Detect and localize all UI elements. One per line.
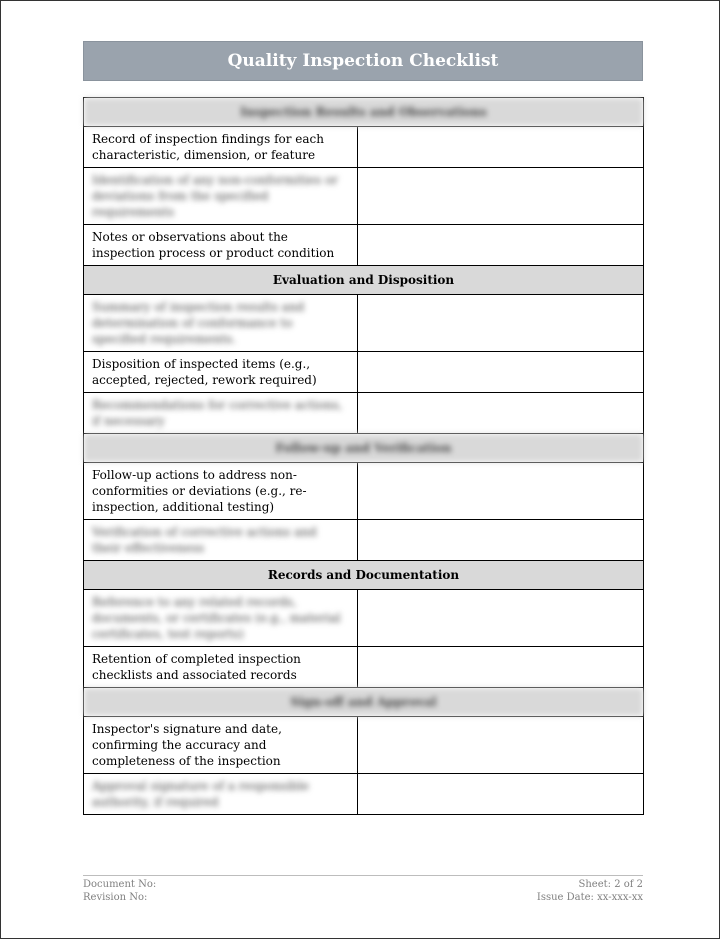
checklist-item-label: Record of inspection findings for each characteristic, dimension, or feature <box>84 127 358 168</box>
checklist-item-label: Recommendations for corrective actions, if necessary <box>84 393 358 434</box>
section-header: Evaluation and Disposition <box>84 266 644 295</box>
section-header: Records and Documentation <box>84 561 644 590</box>
checklist-row <box>84 295 644 352</box>
checklist-row <box>84 717 644 774</box>
checklist-row <box>84 647 644 688</box>
checklist-body <box>84 98 644 815</box>
checklist-item-label: Identification of any non-conformities or deviations from the specified requirements <box>84 168 358 225</box>
checklist-table <box>83 97 644 815</box>
section-header-row <box>84 434 644 463</box>
checklist-item-entry[interactable] <box>358 168 644 225</box>
section-header: Follow-up and Verification <box>84 434 644 463</box>
checklist-item-entry[interactable] <box>358 520 644 561</box>
checklist-item-entry[interactable] <box>358 127 644 168</box>
issue-date: Issue Date: xx-xxx-xx <box>536 892 643 903</box>
checklist-item-entry[interactable] <box>358 774 644 815</box>
document-number-label: Document No: <box>83 879 157 890</box>
page-footer <box>83 875 643 904</box>
checklist-item-label: Follow-up actions to address non-conformities or deviations (e.g., re-inspection, additional testing) <box>84 463 358 520</box>
page-title: Quality Inspection Checklist <box>83 41 643 81</box>
checklist-item-entry[interactable] <box>358 647 644 688</box>
checklist-item-entry[interactable] <box>358 393 644 434</box>
checklist-row <box>84 168 644 225</box>
checklist-item-entry[interactable] <box>358 352 644 393</box>
checklist-item-label: Disposition of inspected items (e.g., accepted, rejected, rework required) <box>84 352 358 393</box>
sheet-number: Sheet: 2 of 2 <box>578 879 643 890</box>
checklist-item-label: Notes or observations about the inspection process or product condition <box>84 225 358 266</box>
checklist-item-entry[interactable] <box>358 590 644 647</box>
checklist-item-entry[interactable] <box>358 717 644 774</box>
checklist-item-entry[interactable] <box>358 463 644 520</box>
section-header-row <box>84 561 644 590</box>
section-header-row <box>84 688 644 717</box>
checklist-row <box>84 352 644 393</box>
section-header-row <box>84 98 644 127</box>
checklist-item-entry[interactable] <box>358 225 644 266</box>
checklist-item-entry[interactable] <box>358 295 644 352</box>
checklist-row <box>84 520 644 561</box>
checklist-item-label: Verification of corrective actions and their effectiveness <box>84 520 358 561</box>
section-header-row <box>84 266 644 295</box>
checklist-item-label: Approval signature of a responsible authority, if required <box>84 774 358 815</box>
checklist-row <box>84 393 644 434</box>
checklist-row <box>84 225 644 266</box>
checklist-item-label: Reference to any related records, documents, or certificates (e.g., material certificates, test reports) <box>84 590 358 647</box>
checklist-row <box>84 463 644 520</box>
revision-number-label: Revision No: <box>83 892 148 903</box>
checklist-row <box>84 774 644 815</box>
checklist-item-label: Inspector's signature and date, confirming the accuracy and completeness of the inspection <box>84 717 358 774</box>
checklist-item-label: Summary of inspection results and determination of conformance to specified requirements. <box>84 295 358 352</box>
checklist-row <box>84 590 644 647</box>
checklist-row <box>84 127 644 168</box>
section-header: Sign-off and Approval <box>84 688 644 717</box>
checklist-item-label: Retention of completed inspection checklists and associated records <box>84 647 358 688</box>
section-header: Inspection Results and Observations <box>84 98 644 127</box>
